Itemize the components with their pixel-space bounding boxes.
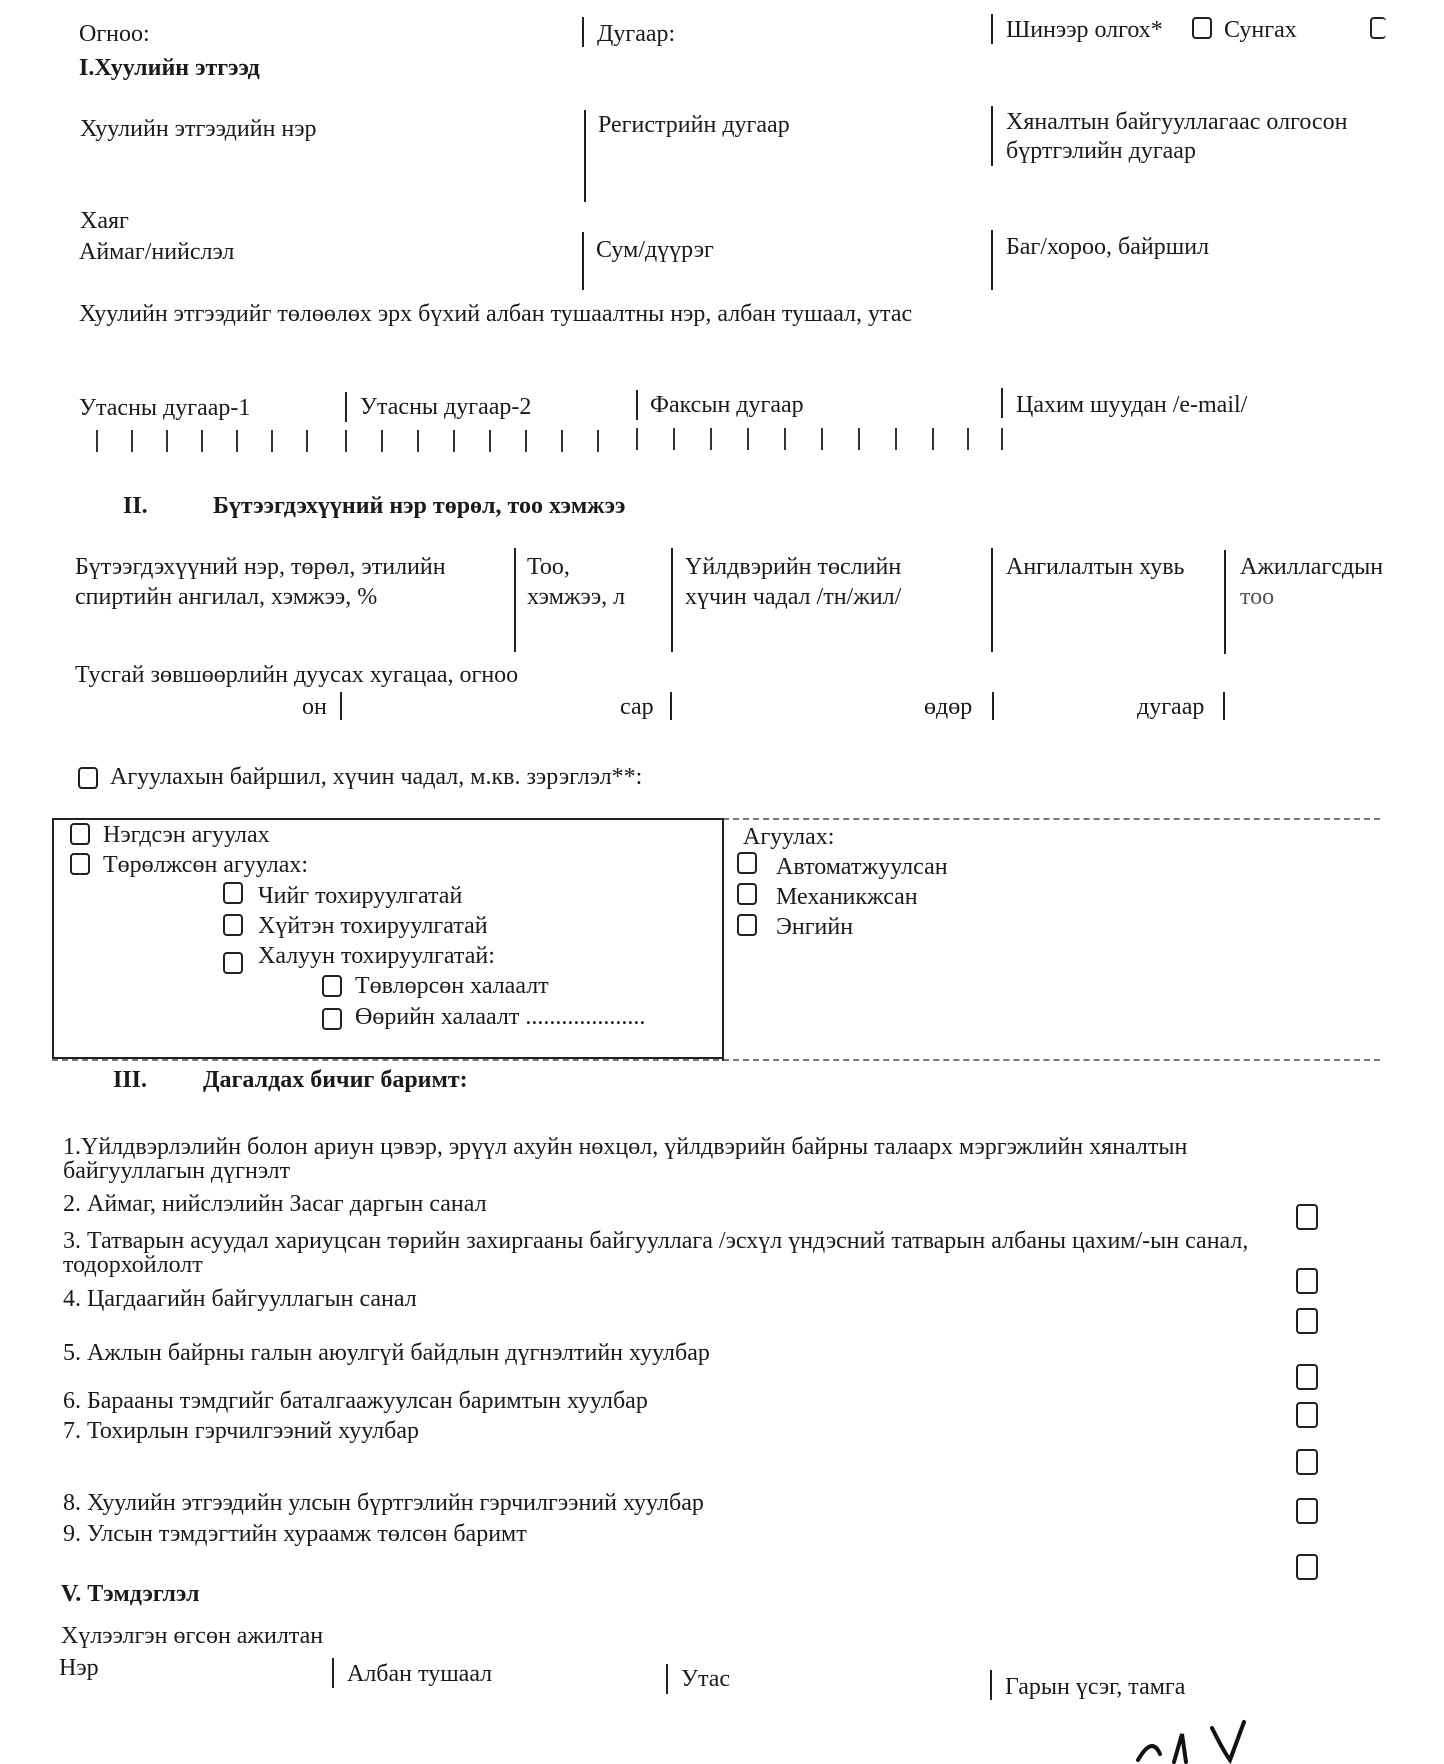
doc-item-1-line1: 1.Үйлдвэрлэлийн болон ариун цэвэр, эрүүл ахуйн нөхцөл, үйлдвэрийн байрны талаарх мэргэжлийн хяналтын [63,1134,1188,1160]
month-label: сар [620,694,654,720]
product-col1-line1: Бүтээгдэхүүний нэр, төрөл, этилийн [75,554,446,580]
license-number-label: дугаар [1137,694,1205,720]
entity-name-label: Хуулийн этгээдийн нэр [80,116,317,142]
cold-checkbox[interactable] [223,914,243,936]
digit-cell-tick [271,430,273,452]
separator [584,110,586,202]
section2-title: Бүтээгдэхүүний нэр төрөл, тоо хэмжээ [213,493,626,519]
representative-label: Хуулийн этгээдийг төлөөлөх эрх бүхий албан тушаалтны нэр, албан тушаал, утас [79,301,913,327]
digit-cell-tick [131,430,133,452]
new-license-label: Шинээр олгох* [1006,17,1163,43]
specialized-warehouse-label: Төрөлжсөн агуулах: [103,852,309,878]
digit-cell-tick [784,428,786,450]
bag-label: Баг/хороо, байршил [1006,234,1210,260]
divider [52,1059,1380,1061]
doc-item-3-line2: тодорхойлолт [63,1252,203,1278]
section2-number: II. [123,493,148,519]
doc-checkbox-1[interactable] [1296,1204,1318,1230]
digit-cell-tick [381,430,383,452]
separator [670,692,672,720]
hot-label: Халуун тохируулгатай: [258,943,495,969]
digit-cell-tick [417,430,419,452]
digit-cell-tick [201,430,203,452]
separator [1223,692,1225,720]
digit-cell-tick [747,428,749,450]
automated-label: Автоматжуулсан [776,854,948,880]
staff-position-label: Албан тушаал [347,1661,493,1687]
separator [722,818,724,1061]
doc-checkbox-2[interactable] [1296,1268,1318,1294]
digit-cell-tick [166,430,168,452]
separator [671,548,673,652]
own-heat-label: Өөрийн халаалт .................... [355,1004,646,1030]
mechanized-label: Механикжсан [776,884,918,910]
doc-item-4: 4. Цагдаагийн байгууллагын санал [63,1286,417,1312]
phone2-label: Утасны дугаар-2 [360,394,532,420]
signature-label: Гарын үсэг, тамга [1005,1674,1186,1700]
doc-item-9: 9. Улсын тэмдэгтийн хураамж төлсөн баримт [63,1521,527,1547]
automated-checkbox[interactable] [737,852,757,874]
phone1-label: Утасны дугаар-1 [79,395,251,421]
digit-cell-tick [453,430,455,452]
doc-item-2: 2. Аймаг, нийслэлийн Засаг даргын санал [63,1191,487,1217]
doc-checkbox-3[interactable] [1296,1308,1318,1334]
section1-title: I.Хуулийн этгээд [79,55,260,81]
separator [1001,388,1003,418]
digit-cell-tick [597,430,599,452]
product-col1-line2: спиртийн ангилал, хэмжээ, % [75,584,378,610]
digit-cell-tick [710,428,712,450]
separator [340,692,342,720]
renew-label: Сунгах [1224,17,1297,43]
date-label: Огноо: [79,21,150,47]
humidity-checkbox[interactable] [223,882,243,904]
handwritten-signature [1120,1700,1320,1764]
simple-label: Энгийн [776,914,854,940]
warehouse-checkbox[interactable] [78,767,98,789]
warehouse-label: Агуулахын байршил, хүчин чадал, м.кв. зэрэглэл**: [110,764,643,790]
specialized-warehouse-checkbox[interactable] [70,853,90,875]
email-label: Цахим шуудан /e-mail/ [1016,392,1248,418]
section3-number: III. [113,1067,148,1093]
doc-checkbox-5[interactable] [1296,1402,1318,1428]
new-license-checkbox[interactable] [1192,17,1212,39]
separator [582,232,584,290]
license-expiry-label: Тусгай зөвшөөрлийн дуусах хугацаа, огноо [75,662,519,688]
warehouse-right-title: Агуулах: [743,824,835,850]
control-reg-label-2: бүртгэлийн дугаар [1006,138,1196,164]
separator [666,1664,668,1694]
digit-cell-tick [858,428,860,450]
aimag-label: Аймаг/нийслэл [79,239,235,265]
central-heat-checkbox[interactable] [322,975,342,997]
single-warehouse-checkbox[interactable] [70,823,90,845]
separator [345,392,347,422]
staff-phone-label: Утас [681,1666,731,1692]
digit-cell-tick [673,428,675,450]
separator [332,1658,334,1688]
registry-label: Регистрийн дугаар [598,112,790,138]
digit-cell-tick [932,428,934,450]
digit-cell-tick [525,430,527,452]
humidity-label: Чийг тохируулгатай [258,883,463,909]
doc-checkbox-7[interactable] [1296,1498,1318,1524]
own-heat-checkbox[interactable] [322,1008,342,1030]
separator [991,548,993,652]
doc-checkbox-4[interactable] [1296,1364,1318,1390]
simple-checkbox[interactable] [737,914,757,936]
separator [991,14,993,44]
product-col4-line1: Ангилалтын хувь [1006,554,1185,580]
mechanized-checkbox[interactable] [737,883,757,905]
separator [514,548,516,652]
doc-checkbox-8[interactable] [1296,1554,1318,1580]
separator [636,390,638,420]
single-warehouse-label: Нэгдсэн агуулах [103,822,270,848]
renew-checkbox[interactable] [1370,17,1386,39]
separator [992,692,994,720]
digit-cell-tick [489,430,491,452]
digit-cell-tick [636,428,638,450]
address-label: Хаяг [80,208,129,234]
separator [582,17,584,47]
product-col2-line2: хэмжээ, л [527,584,626,610]
doc-item-8: 8. Хуулийн этгээдийн улсын бүртгэлийн гэрчилгээний хуулбар [63,1490,704,1516]
doc-item-1-line2: байгууллагын дүгнэлт [63,1158,291,1184]
digit-cell-tick [1001,428,1003,450]
separator [991,230,993,290]
number-label: Дугаар: [597,21,676,47]
doc-item-3-line1: 3. Татварын асуудал хариуцсан төрийн захиргааны байгууллага /эсхүл үндэсний татварын албаны цахим/-ын санал, [63,1228,1249,1254]
control-reg-label-1: Хяналтын байгууллагаас олгосон [1006,109,1348,135]
product-col2-line1: Тоо, [527,554,570,580]
digit-cell-tick [895,428,897,450]
product-col5-line1: Ажиллагсдын [1240,554,1384,580]
digit-cell-tick [306,430,308,452]
product-col5-line2: тоо [1240,584,1275,610]
separator [1224,550,1226,654]
digit-cell-tick [96,430,98,452]
fax-label: Факсын дугаар [650,392,804,418]
year-label: он [302,694,327,720]
section5-title: V. Тэмдэглэл [61,1581,200,1607]
staff-name-label: Нэр [59,1655,99,1681]
digit-cell-tick [967,428,969,450]
digit-cell-tick [821,428,823,450]
section3-title: Дагалдах бичиг баримт: [203,1067,468,1093]
doc-item-7: 7. Тохирлын гэрчилгээний хуулбар [63,1418,420,1444]
doc-item-5: 5. Ажлын байрны галын аюулгүй байдлын дүгнэлтийн хуулбар [63,1340,710,1366]
doc-item-6: 6. Барааны тэмдгийг баталгаажуулсан баримтын хуулбар [63,1388,648,1414]
product-col3-line2: хүчин чадал /тн/жил/ [685,584,902,610]
doc-checkbox-6[interactable] [1296,1449,1318,1475]
digit-cell-tick [345,430,347,452]
cold-label: Хүйтэн тохируулгатай [258,913,488,939]
product-col3-line1: Үйлдвэрийн төслийн [685,554,902,580]
separator [991,106,993,166]
separator [990,1670,992,1700]
digit-cell-tick [236,430,238,452]
central-heat-label: Төвлөрсөн халаалт [355,973,549,999]
sum-label: Сум/дүүрэг [596,237,714,263]
received-by-label: Хүлээлгэн өгсөн ажилтан [61,1623,324,1649]
hot-checkbox[interactable] [223,952,243,974]
day-label: өдөр [924,694,973,720]
digit-cell-tick [561,430,563,452]
